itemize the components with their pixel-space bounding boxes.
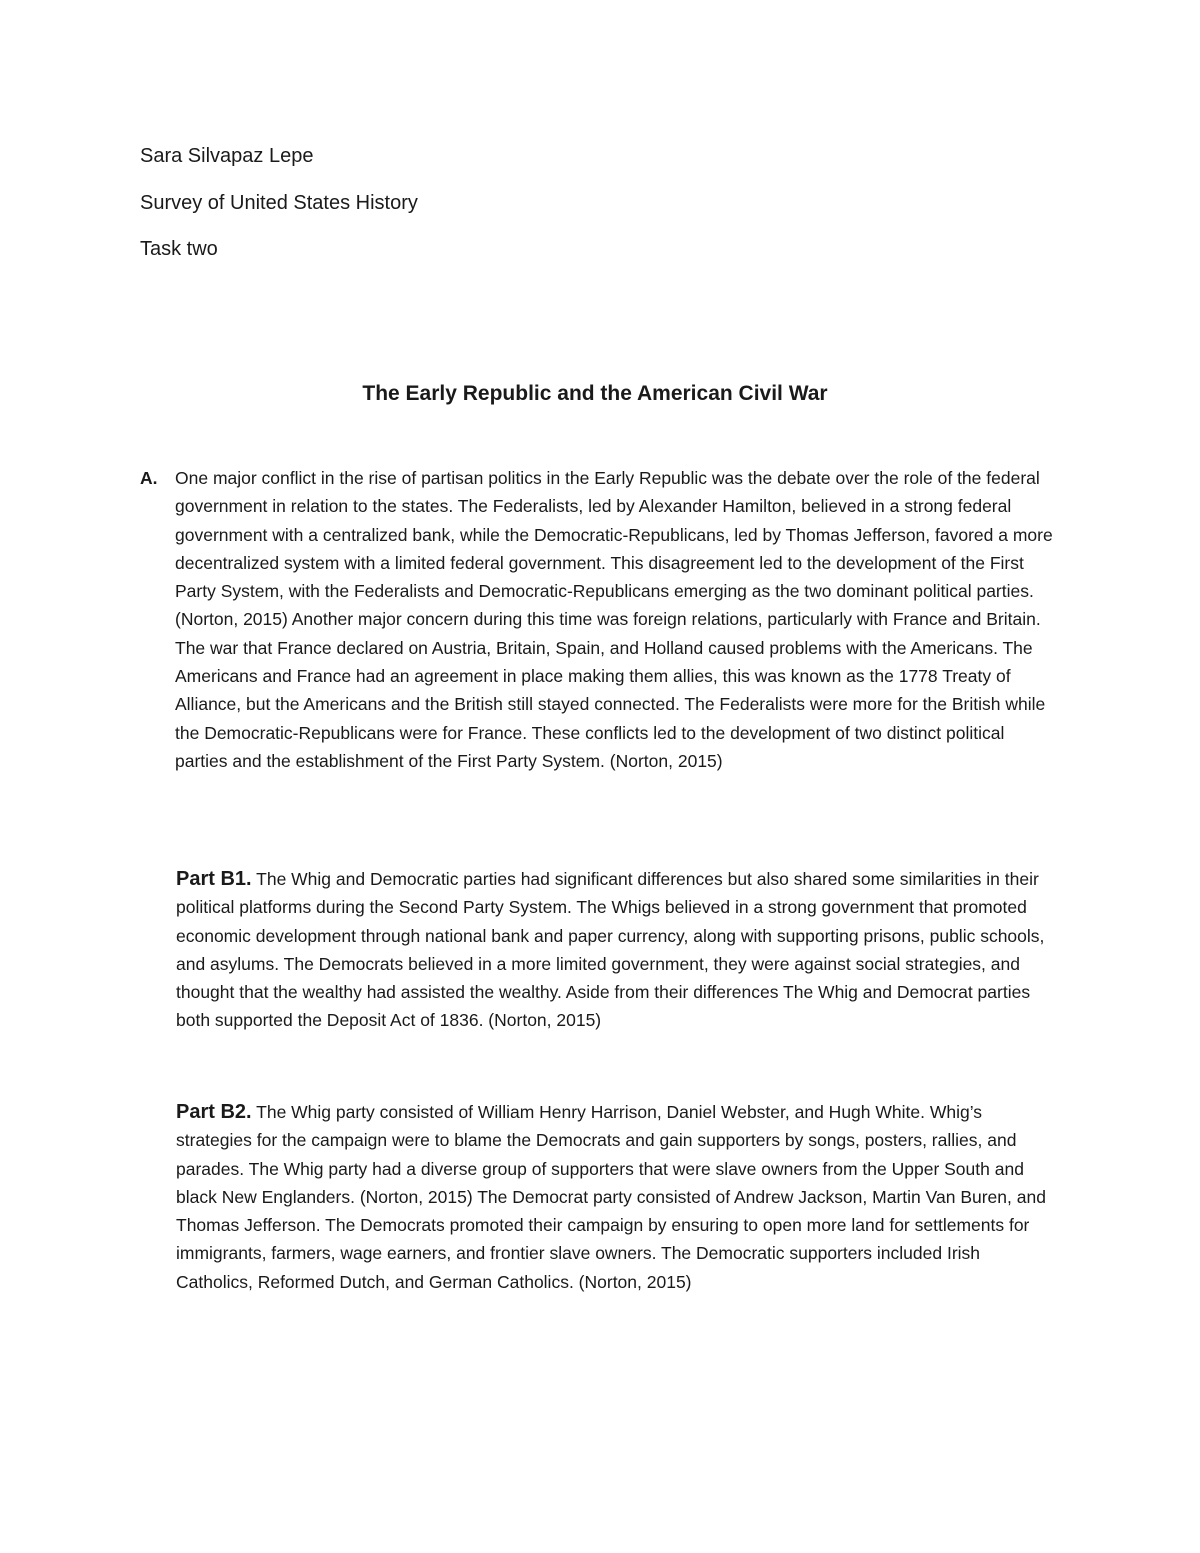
course-name: Survey of United States History xyxy=(140,192,418,214)
section-b1-text: The Whig and Democratic parties had significant differences but also shared some similarities in their political platforms during the Second Party System. The Whigs believed in a strong government that promoted economic development through national bank and paper currency, along with supporting prisons, public schools, and asylums. The Democrats believed in a more limited government, they were against social strategies, and thought that the wealthy had assisted the wealthy. Aside from their differences The Whig and Democrat parties both supported the Deposit Act of 1836. (Norton, 2015) xyxy=(176,869,1045,1031)
section-a-marker: A. xyxy=(140,468,158,488)
section-a xyxy=(140,464,1060,775)
section-b2-label: Part B2. xyxy=(176,1101,252,1123)
section-b1-label: Part B1. xyxy=(176,868,252,890)
section-b1 xyxy=(176,865,1056,1035)
author-name: Sara Silvapaz Lepe xyxy=(140,145,314,167)
task-label: Task two xyxy=(140,238,218,260)
section-b2-text: The Whig party consisted of William Henry Harrison, Daniel Webster, and Hugh White. Whig’s strategies for the campaign were to blame the Democrats and gain supporters by songs, posters, rallies, and parades. The Whig party had a diverse group of supporters that were slave owners from the Upper South and black New Englanders. (Norton, 2015) The Democrat party consisted of Andrew Jackson, Martin Van Buren, and Thomas Jefferson. The Democrats promoted their campaign by ensuring to open more land for settlements for immigrants, farmers, wage earners, and frontier slave owners. The Democratic supporters included Irish Catholics, Reformed Dutch, and German Catholics. (Norton, 2015) xyxy=(176,1102,1046,1292)
section-b2-paragraph xyxy=(176,1098,1056,1296)
section-b2 xyxy=(176,1098,1056,1296)
document-title: The Early Republic and the American Civil War xyxy=(362,382,828,405)
section-a-text: One major conflict in the rise of partisan politics in the Early Republic was the debate over the role of the federal government in relation to the states. The Federalists, led by Alexander Hamilton, believed in a strong federal government with a centralized bank, while the Democratic-Republicans, led by Thomas Jefferson, favored a more decentralized system with a limited federal government. This disagreement led to the development of the First Party System, with the Federalists and Democratic-Republicans emerging as the two dominant political parties. (Norton, 2015) Another major concern during this time was foreign relations, particularly with France and Britain. The war that France declared on Austria, Britain, Spain, and Holland caused problems with the Americans. The Americans and France had an agreement in place making them allies, this was known as the 1778 Treaty of Alliance, but the Americans and the British still stayed connected. The Federalists were more for the British while the Democratic-Republicans were for France. These conflicts led to the development of two distinct political parties and the establishment of the First Party System. (Norton, 2015) xyxy=(175,468,1053,771)
section-b1-paragraph xyxy=(176,865,1056,1035)
